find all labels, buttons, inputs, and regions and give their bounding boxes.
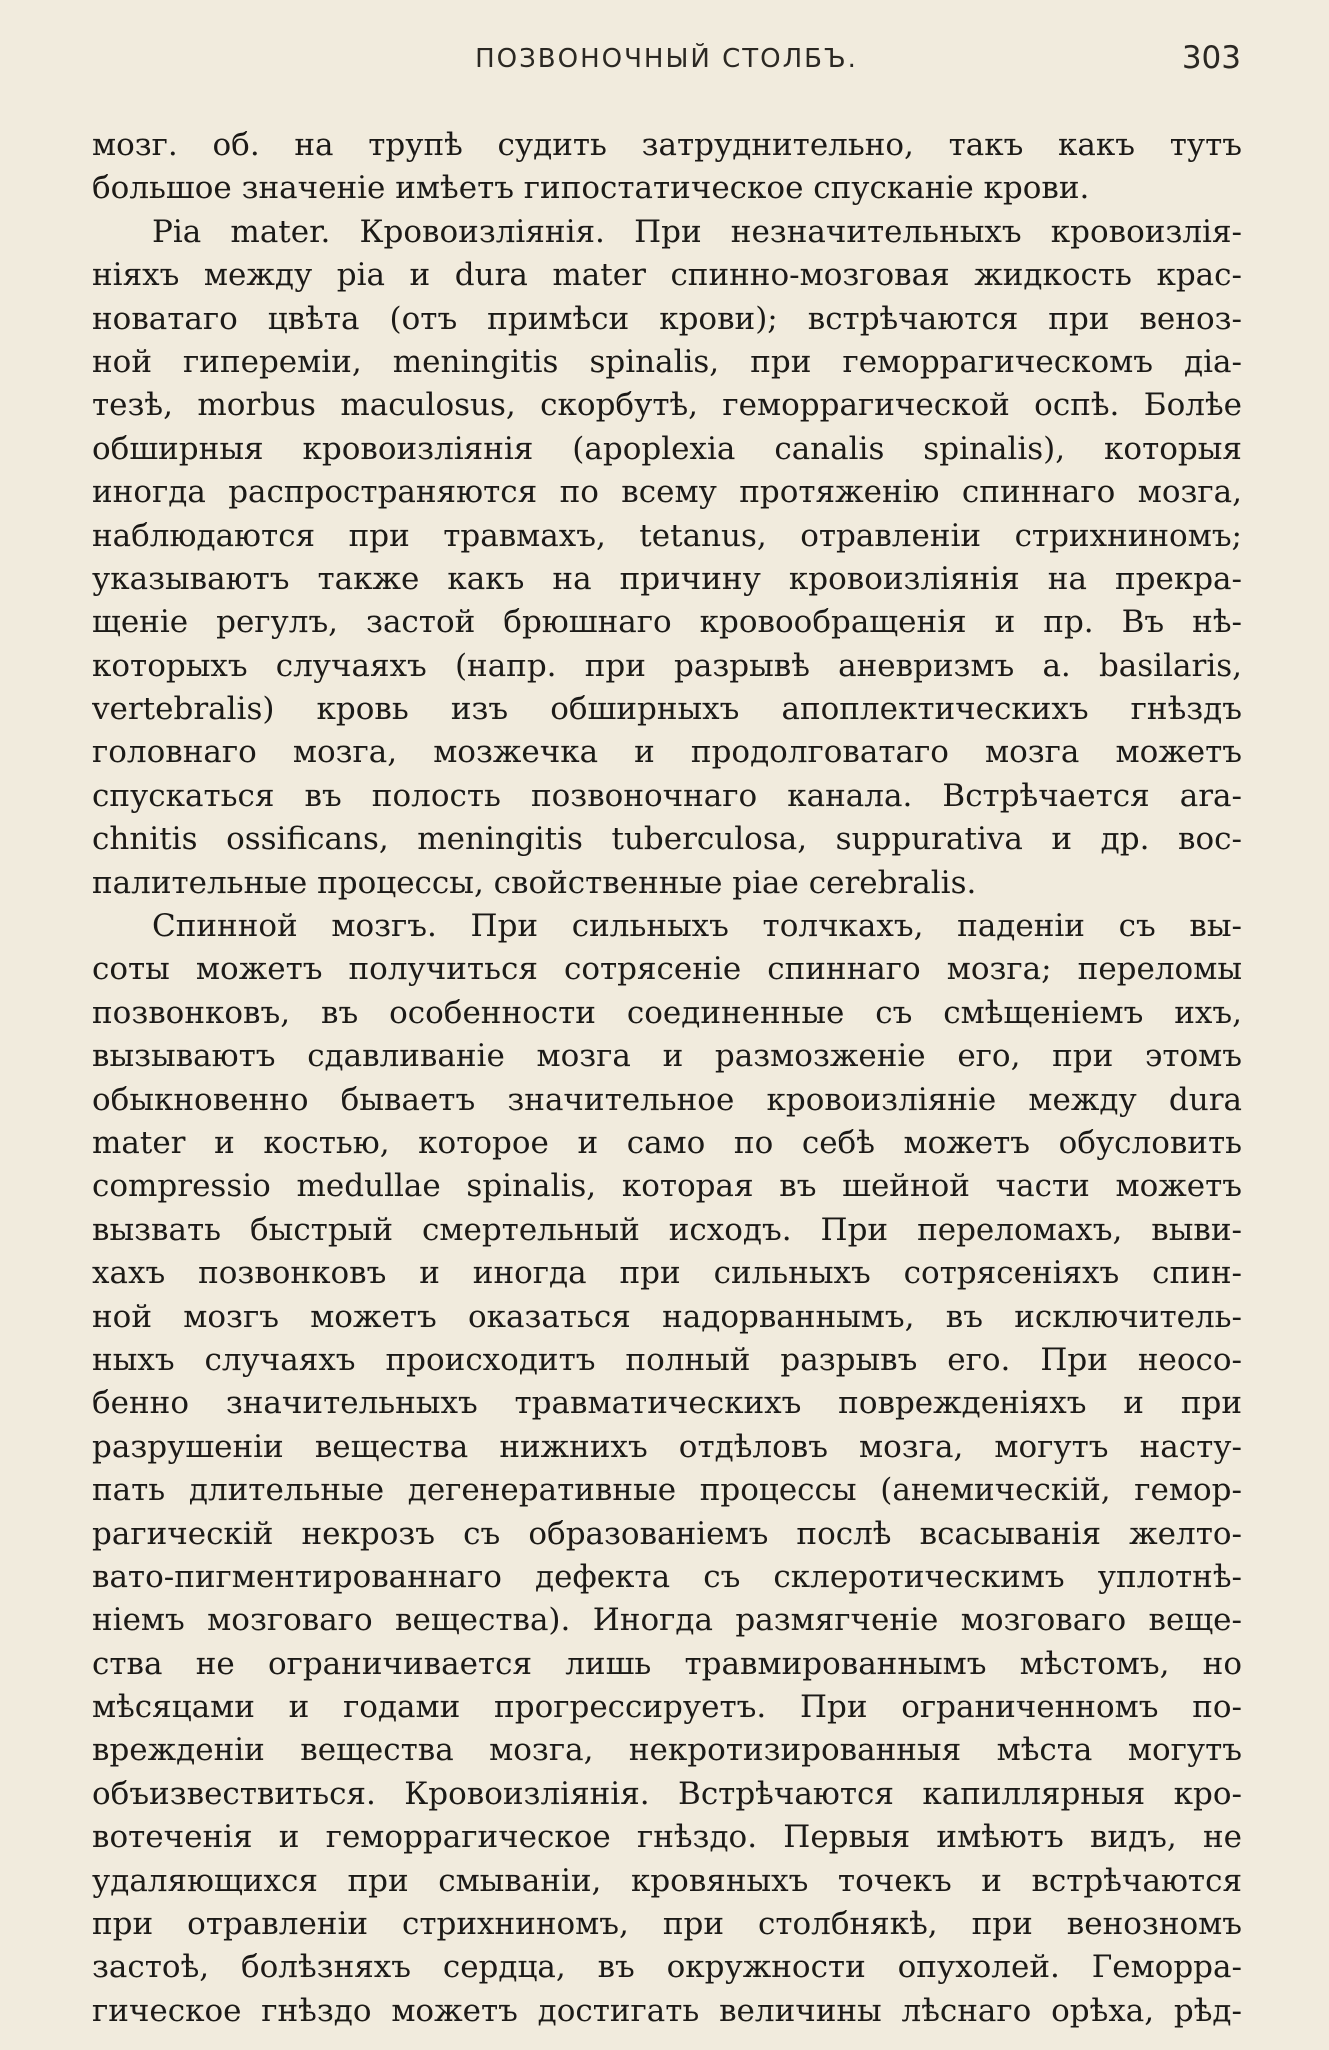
text-line: ной гиперемiи, meningitis spinalis, при геморрагическомъ дiа- <box>92 343 1242 380</box>
text-line: мѣсяцами и годами прогрессируетъ. При ограниченномъ по- <box>92 1689 1242 1726</box>
text-line: при отравленiи стрихниномъ, при столбнякѣ, при венозномъ <box>92 1906 1242 1943</box>
text-line: хахъ позвонковъ и иногда при сильныхъ сотрясенiяхъ спин- <box>92 1255 1242 1292</box>
text-line: chnitis ossificans, meningitis tuberculosa, suppurativa и др. вос- <box>92 821 1242 858</box>
text-line: ныхъ случаяхъ происходитъ полный разрывъ его. При неосо- <box>92 1341 1242 1378</box>
text-line: палительные процессы, свойственные piae cerebralis. <box>92 864 977 901</box>
text-line: разрушенiи вещества нижнихъ отдѣловъ мозга, могутъ насту- <box>92 1428 1242 1465</box>
text-line: гическое гнѣздо можетъ достигать величины лѣснаго орѣха, рѣд- <box>92 1992 1242 2029</box>
text-line: иногда распространяются по всему протяженiю спиннаго мозга, <box>92 474 1242 511</box>
text-line: спускаться въ полость позвоночнаго канала. Встрѣчается ara- <box>92 777 1242 814</box>
text-line: новатаго цвѣта (отъ примѣси крови); встрѣчаются при веноз- <box>92 300 1242 337</box>
paragraph <box>92 905 1242 2033</box>
paragraph <box>92 211 1242 905</box>
text-line: мозг. об. на трупѣ судить затруднительно, такъ какъ тутъ <box>92 127 1242 163</box>
text-line: нiемъ мозговаго вещества). Иногда размягченiе мозговаго веще- <box>92 1602 1242 1639</box>
body-text <box>92 124 1242 2033</box>
text-line: соты можетъ получиться сотрясенiе спиннаго мозга; переломы <box>92 951 1242 988</box>
text-line: наблюдаются при травмахъ, tetanus, отравленiи стрихниномъ; <box>92 517 1242 554</box>
text-line: вызвать быстрый смертельный исходъ. При переломахъ, выви- <box>92 1211 1242 1248</box>
page-header <box>92 40 1241 88</box>
text-line: вызываютъ сдавливанiе мозга и размозженiе его, при этомъ <box>92 1038 1242 1075</box>
text-line: compressio medullae spinalis, которая въ шейной части можетъ <box>92 1168 1242 1205</box>
text-line: Pia mater. Кровоизлiянiя. При незначительныхъ кровоизлiя- <box>152 213 1242 250</box>
text-line: обыкновенно бываетъ значительное кровоизлiянiе между dura <box>92 1081 1242 1118</box>
text-line: объизвествиться. Кровоизлiянiя. Встрѣчаются капиллярныя кро- <box>92 1775 1242 1812</box>
text-line: указываютъ также какъ на причину кровоизлiянiя на прекра- <box>92 560 1242 597</box>
text-line: пать длительные дегенеративные процессы (анемическiй, гемор- <box>92 1472 1242 1509</box>
text-line: щенiе регулъ, застой брюшнаго кровообращенiя и пр. Въ нѣ- <box>92 604 1242 641</box>
text-line: нiяхъ между pia и dura mater спинно-мозговая жидкость крас- <box>92 257 1242 294</box>
text-line: удаляющихся при смыванiи, кровяныхъ точекъ и встрѣчаются <box>92 1862 1242 1899</box>
text-line: вотеченiя и геморрагическое гнѣздо. Первыя имѣютъ видъ, не <box>92 1819 1242 1856</box>
text-line: позвонковъ, въ особенности соединенные съ смѣщенiемъ ихъ, <box>92 994 1242 1031</box>
text-line: которыхъ случаяхъ (напр. при разрывѣ аневризмъ a. basilaris, <box>92 647 1242 684</box>
text-line: Спинной мозгъ. При сильныхъ толчкахъ, паденiи съ вы- <box>152 908 1242 945</box>
text-line: ной мозгъ можетъ оказаться надорваннымъ, въ исключитель- <box>92 1298 1242 1335</box>
text-line: обширныя кровоизлiянiя (apoplexia canalis spinalis), которыя <box>92 430 1242 467</box>
page-number: 303 <box>1181 40 1241 76</box>
text-line: врежденiи вещества мозга, некротизированныя мѣста могутъ <box>92 1732 1242 1769</box>
text-line: vertebralis) кровь изъ обширныхъ апоплектическихъ гнѣздъ <box>92 691 1242 728</box>
text-line: бенно значительныхъ травматическихъ поврежденiяхъ и при <box>92 1385 1242 1422</box>
running-title: ПОЗВОНОЧНЫЙ СТОЛБЪ. <box>475 44 858 74</box>
text-line: вато-пигментированнаго дефекта съ склеротическимъ уплотнѣ- <box>92 1558 1242 1595</box>
paragraph <box>92 124 1242 211</box>
text-line: большое значенiе имѣетъ гипостатическое спусканiе крови. <box>92 170 1090 207</box>
text-line: тезѣ, morbus maculosus, скорбутѣ, геморрагической оспѣ. Болѣе <box>92 387 1242 424</box>
text-line: застоѣ, болѣзняхъ сердца, въ окружности опухолей. Геморра- <box>92 1949 1242 1986</box>
text-line: mater и костью, которое и само по себѣ можетъ обусловить <box>92 1124 1242 1161</box>
text-line: головнаго мозга, мозжечка и продолговатаго мозга можетъ <box>92 734 1242 771</box>
text-line: рагическiй некрозъ съ образованiемъ послѣ всасыванiя желто- <box>92 1515 1242 1552</box>
text-line: ства не ограничивается лишь травмированнымъ мѣстомъ, но <box>92 1645 1242 1682</box>
